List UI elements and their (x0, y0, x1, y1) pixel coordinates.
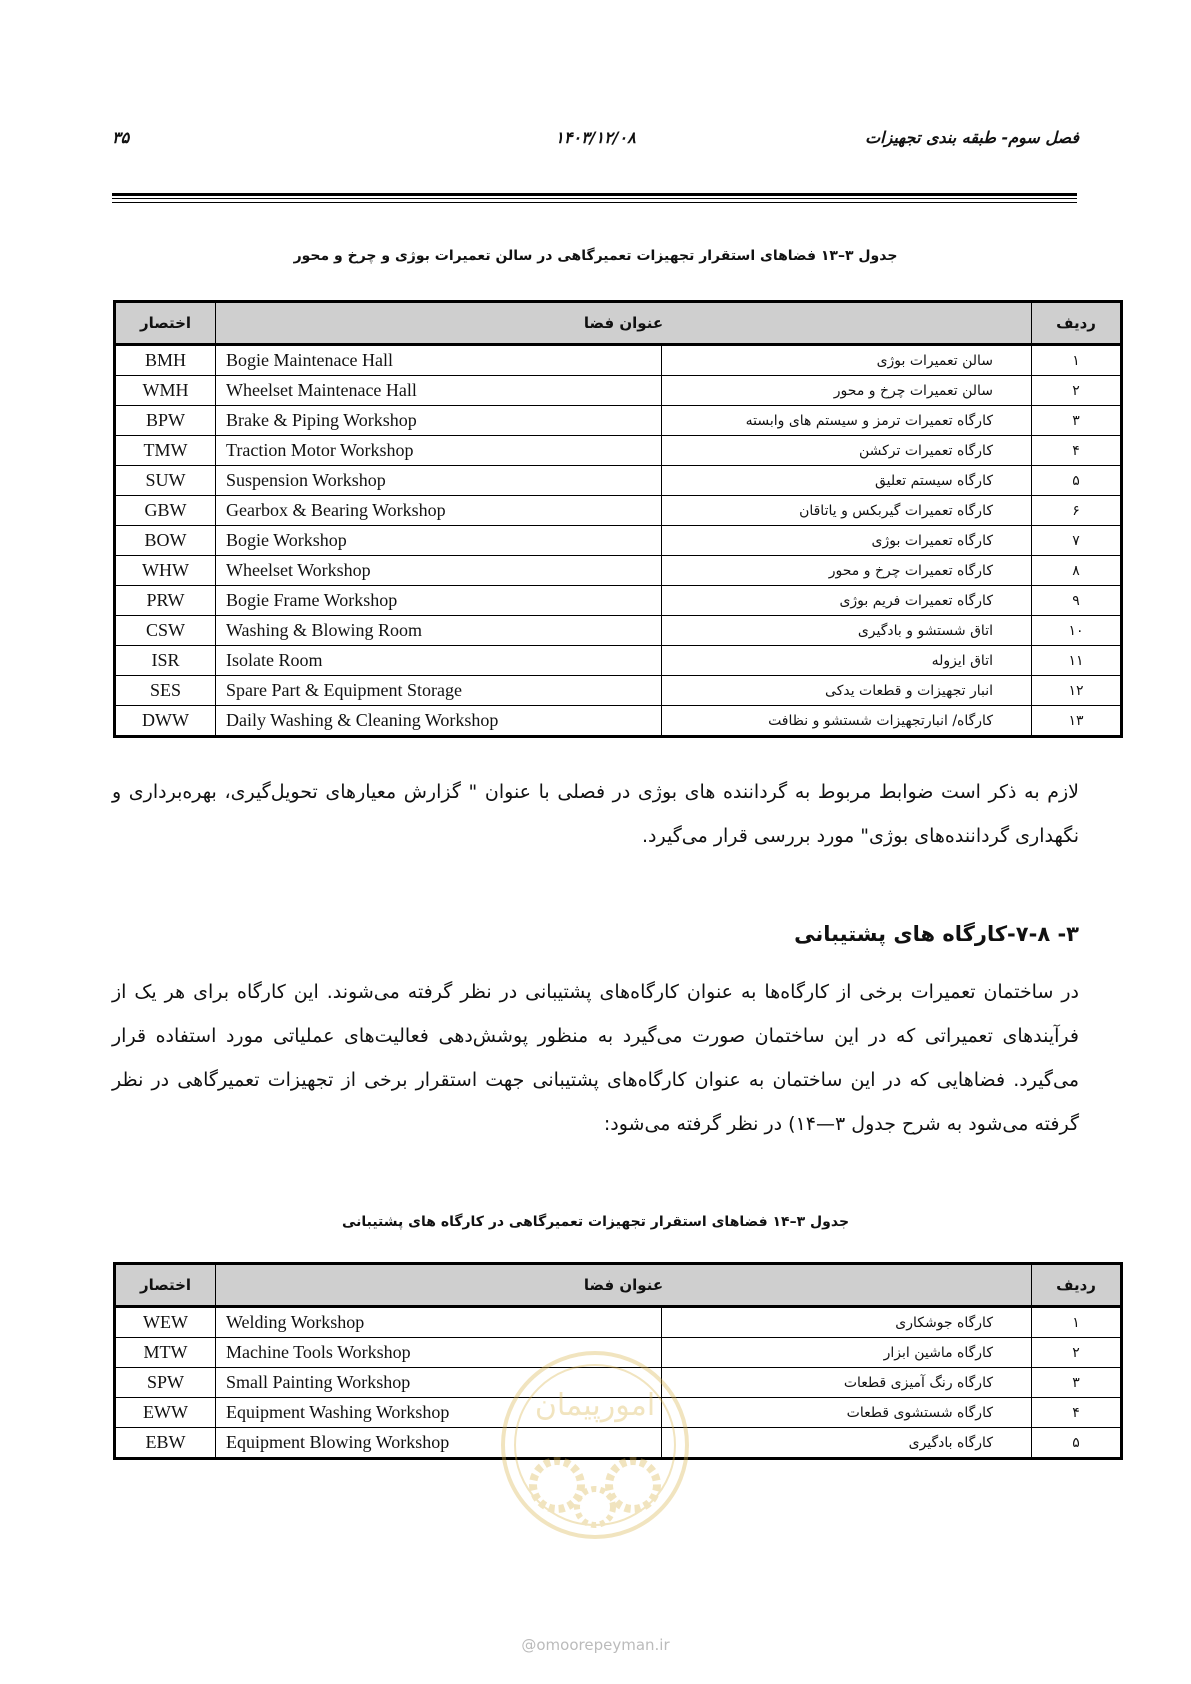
row-title-fa: کارگاه تعمیرات چرخ و محور (662, 556, 1032, 586)
row-title-en: Gearbox & Bearing Workshop (216, 496, 662, 526)
row-title-fa: انبار تجهیزات و قطعات یدکی (662, 676, 1032, 706)
row-abbreviation: BOW (115, 526, 216, 556)
row-title-fa: کارگاه رنگ آمیزی قطعات (662, 1368, 1032, 1398)
row-title-fa: کارگاه تعمیرات ترکشن (662, 436, 1032, 466)
table-row (115, 616, 1122, 646)
table-row (115, 496, 1122, 526)
row-abbreviation: GBW (115, 496, 216, 526)
row-abbreviation: ISR (115, 646, 216, 676)
table1-caption: جدول ۳–۱۳ فضاهای استقرار تجهیزات تعمیرگاهی در سالن تعمیرات بوژی و چرخ و محور (293, 248, 898, 264)
row-title-en: Bogie Frame Workshop (216, 586, 662, 616)
row-title-en: Small Painting Workshop (216, 1368, 662, 1398)
row-abbreviation: SUW (115, 466, 216, 496)
row-title-en: Spare Part & Equipment Storage (216, 676, 662, 706)
paragraph-2: در ساختمان تعمیرات برخی از کارگاه‌ها به عنوان کارگاه‌های پشتیبانی در نظر گرفته می‌شوند. این کارگاه برای هر یک از فرآیندهای تعمیراتی که در این ساختمان صورت می‌گیرد به منظور پوشش‌دهی فعالیت‌های عملیاتی مورد استفاده قرار می‌گیرد. فضاهایی که در این ساختمان به عنوان کارگاه‌های پشتیبانی جهت استقرار برخی از تجهیزات تعمیرگاهی در نظر گرفته می‌شود به شرح جدول ۳—۱۴) در نظر گرفته می‌شود: (112, 981, 1079, 1135)
col-header-num: ردیف (1032, 302, 1122, 345)
row-number: ۱ (1032, 345, 1122, 376)
row-title-fa: کارگاه ماشین ابزار (662, 1338, 1032, 1368)
row-number: ۲ (1032, 1338, 1122, 1368)
row-title-en: Bogie Workshop (216, 526, 662, 556)
row-abbreviation: SPW (115, 1368, 216, 1398)
row-number: ۴ (1032, 436, 1122, 466)
row-title-en: Suspension Workshop (216, 466, 662, 496)
row-abbreviation: MTW (115, 1338, 216, 1368)
table-row (115, 586, 1122, 616)
watermark-url: @omoorepeyman.ir (521, 1636, 670, 1654)
header-rule (112, 198, 1077, 199)
row-title-fa: کارگاه تعمیرات فریم بوژی (662, 586, 1032, 616)
table-row (115, 646, 1122, 676)
row-number: ۳ (1032, 406, 1122, 436)
row-title-fa: اتاق ایزوله (662, 646, 1032, 676)
row-number: ۳ (1032, 1368, 1122, 1398)
table-row (115, 466, 1122, 496)
watermark-logo-icon (495, 1335, 695, 1600)
table-row (115, 556, 1122, 586)
row-title-fa: کارگاه/ انبارتجهیزات شستشو و نظافت (662, 706, 1032, 737)
row-title-fa: کارگاه شستشوی قطعات (662, 1398, 1032, 1428)
row-abbreviation: WEW (115, 1307, 216, 1338)
row-title-fa: سالن تعمیرات بوژی (662, 345, 1032, 376)
row-number: ۱۳ (1032, 706, 1122, 737)
table-row (115, 706, 1122, 737)
section-heading: ۳- ۷-۸-کارگاه های پشتیبانی (794, 922, 1079, 946)
row-number: ۱ (1032, 1307, 1122, 1338)
row-number: ۱۱ (1032, 646, 1122, 676)
row-title-fa: کارگاه بادگیری (662, 1428, 1032, 1459)
row-title-fa: سالن تعمیرات چرخ و محور (662, 376, 1032, 406)
svg-text:امورپیمان: امورپیمان (534, 1388, 656, 1423)
table-row (115, 676, 1122, 706)
row-title-en: Bogie Maintenace Hall (216, 345, 662, 376)
row-title-en: Machine Tools Workshop (216, 1338, 662, 1368)
row-number: ۴ (1032, 1398, 1122, 1428)
row-title-fa: کارگاه تعمیرات بوژی (662, 526, 1032, 556)
row-abbreviation: WHW (115, 556, 216, 586)
table-row (115, 376, 1122, 406)
row-title-fa: اتاق شستشو و بادگیری (662, 616, 1032, 646)
row-title-fa: کارگاه جوشکاری (662, 1307, 1032, 1338)
row-title-en: Wheelset Workshop (216, 556, 662, 586)
row-number: ۹ (1032, 586, 1122, 616)
col-header-title: عنوان فضا (216, 1264, 1032, 1307)
header-date: ۱۴۰۳/۱۲/۰۸ (555, 128, 636, 147)
col-header-title: عنوان فضا (216, 302, 1032, 345)
row-title-en: Traction Motor Workshop (216, 436, 662, 466)
row-title-en: Brake & Piping Workshop (216, 406, 662, 436)
row-title-fa: کارگاه تعمیرات ترمز و سیستم های وابسته (662, 406, 1032, 436)
row-abbreviation: EBW (115, 1428, 216, 1459)
row-number: ۶ (1032, 496, 1122, 526)
row-title-en: Daily Washing & Cleaning Workshop (216, 706, 662, 737)
paragraph-1: لازم به ذکر است ضوابط مربوط به گرداننده های بوژی در فصلی با عنوان " گزارش معیارهای تحویل‌گیری، بهره‌برداری و نگهداری گرداننده‌های بوژی" مورد بررسی قرار می‌گیرد. (112, 781, 1079, 847)
row-abbreviation: TMW (115, 436, 216, 466)
table-row (115, 1307, 1122, 1338)
row-abbreviation: EWW (115, 1398, 216, 1428)
row-abbreviation: BPW (115, 406, 216, 436)
table-row (115, 345, 1122, 376)
row-abbreviation: BMH (115, 345, 216, 376)
row-title-fa: کارگاه تعمیرات گیربکس و یاتاقان (662, 496, 1032, 526)
row-title-en: Isolate Room (216, 646, 662, 676)
row-title-en: Washing & Blowing Room (216, 616, 662, 646)
row-title-en: Equipment Washing Workshop (216, 1398, 662, 1428)
row-number: ۱۰ (1032, 616, 1122, 646)
col-header-num: ردیف (1032, 1264, 1122, 1307)
row-number: ۲ (1032, 376, 1122, 406)
table1-body (115, 345, 1122, 737)
header-rule (112, 202, 1077, 203)
table-row (115, 436, 1122, 466)
table-row (115, 406, 1122, 436)
row-abbreviation: DWW (115, 706, 216, 737)
row-abbreviation: PRW (115, 586, 216, 616)
row-number: ۵ (1032, 466, 1122, 496)
row-number: ۷ (1032, 526, 1122, 556)
row-number: ۵ (1032, 1428, 1122, 1459)
row-title-en: Welding Workshop (216, 1307, 662, 1338)
chapter-title: فصل سوم- طبقه بندی تجهیزات (865, 128, 1079, 147)
row-number: ۸ (1032, 556, 1122, 586)
col-header-abbr: اختصار (115, 1264, 216, 1307)
col-header-abbr: اختصار (115, 302, 216, 345)
page-number: ۳۵ (112, 128, 130, 147)
table1 (113, 300, 1123, 738)
row-title-fa: کارگاه سیستم تعلیق (662, 466, 1032, 496)
row-abbreviation: SES (115, 676, 216, 706)
header-rule (112, 193, 1077, 196)
row-abbreviation: CSW (115, 616, 216, 646)
row-title-en: Equipment Blowing Workshop (216, 1428, 662, 1459)
row-abbreviation: WMH (115, 376, 216, 406)
row-title-en: Wheelset Maintenace Hall (216, 376, 662, 406)
table-row (115, 526, 1122, 556)
table2-caption: جدول ۳–۱۴ فضاهای استقرار تجهیزات تعمیرگاهی در کارگاه های پشتیبانی (341, 1214, 850, 1230)
row-number: ۱۲ (1032, 676, 1122, 706)
